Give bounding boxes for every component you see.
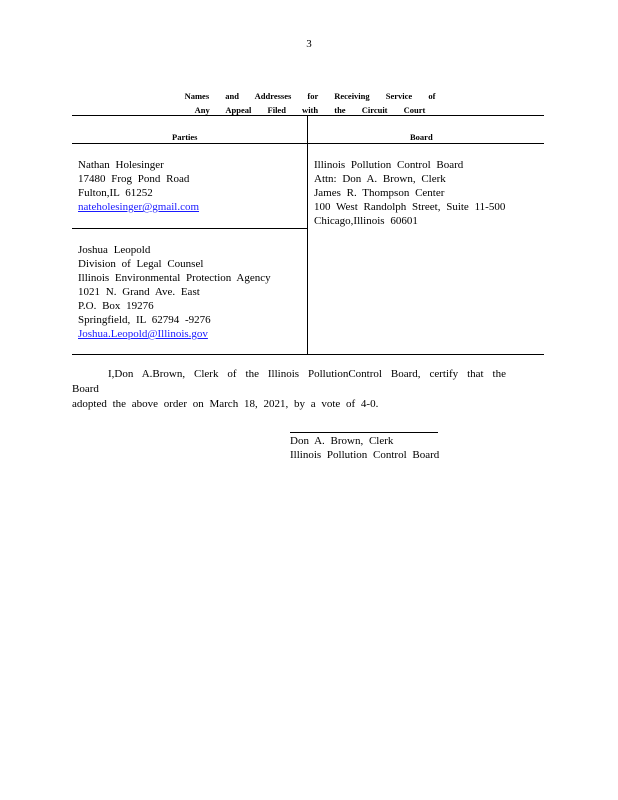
party-name: Joshua Leopold — [78, 244, 151, 256]
board-street: 100 West Randolph Street, Suite 11-500 — [314, 201, 506, 213]
parties-column-header: Parties — [172, 132, 198, 142]
board-city: Chicago,Illinois 60601 — [314, 215, 418, 227]
certification-line-2: adopted the above order on March 18, 2021, by a vote of 4-0. — [72, 398, 379, 410]
signature-line — [290, 432, 438, 433]
board-column-header: Board — [410, 132, 433, 142]
service-table — [72, 115, 544, 355]
party-agency: Illinois Environmental Protection Agency — [78, 272, 271, 284]
signature-name: Don A. Brown, Clerk — [290, 435, 394, 447]
board-name: Illinois Pollution Control Board — [314, 159, 464, 171]
board-address — [314, 158, 505, 228]
column-divider — [307, 116, 308, 354]
signature-org: Illinois Pollution Control Board — [290, 449, 440, 461]
certification-line-1: I,Don A.Brown, Clerk of the Illinois PollutionControl Board, certify that the Board — [72, 368, 506, 395]
party-joshua-leopold — [78, 243, 271, 341]
party-city: Fulton,IL 61252 — [78, 187, 153, 199]
party-city: Springfield, IL 62794 -9276 — [78, 314, 211, 326]
party-email-link[interactable]: nateholesinger@gmail.com — [78, 201, 200, 213]
party-street: 17480 Frog Pond Road — [78, 173, 190, 185]
heading-line-2: Any Appeal Filed with the Circuit Court — [194, 105, 426, 115]
board-attn: Attn: Don A. Brown, Clerk — [314, 173, 446, 185]
heading-line-1: Names and Addresses for Receiving Service of — [184, 91, 436, 101]
party-name: Nathan Holesinger — [78, 159, 164, 171]
page-number: 3 — [306, 38, 312, 50]
party-po-box: P.O. Box 19276 — [78, 300, 154, 312]
clerk-certification — [72, 367, 506, 412]
party-nathan-holesinger — [78, 158, 227, 214]
party-email-link[interactable]: Joshua.Leopold@Illinois.gov — [78, 328, 208, 340]
party-divider — [72, 228, 308, 229]
service-heading — [160, 89, 460, 117]
board-building: James R. Thompson Center — [314, 187, 445, 199]
header-divider — [72, 143, 544, 144]
party-division: Division of Legal Counsel — [78, 258, 204, 270]
signature-block — [290, 434, 439, 462]
party-street: 1021 N. Grand Ave. East — [78, 286, 200, 298]
